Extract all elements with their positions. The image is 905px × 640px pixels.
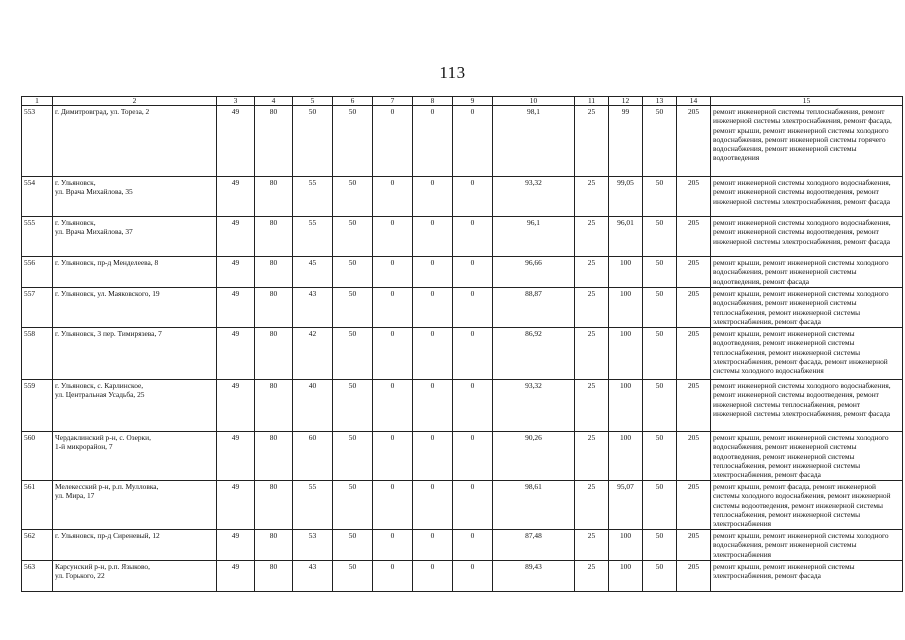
- col-9: 0: [453, 530, 493, 561]
- col-8: 0: [413, 106, 453, 177]
- col-14: 205: [677, 432, 711, 481]
- col-11: 25: [575, 561, 609, 592]
- col-14: 205: [677, 380, 711, 432]
- col-7: 0: [373, 530, 413, 561]
- col-13: 50: [643, 380, 677, 432]
- col-5: 53: [293, 530, 333, 561]
- row-number: 554: [22, 177, 53, 217]
- col-10: 87,48: [493, 530, 575, 561]
- col-13: 50: [643, 177, 677, 217]
- col-12: 99,05: [609, 177, 643, 217]
- col-10: 96,66: [493, 257, 575, 288]
- col-8: 0: [413, 328, 453, 380]
- row-number: 563: [22, 561, 53, 592]
- table-row: [22, 432, 903, 481]
- row-number: 555: [22, 217, 53, 257]
- row-number: 561: [22, 481, 53, 530]
- column-header: 1: [22, 97, 53, 106]
- col-7: 0: [373, 481, 413, 530]
- col-14: 205: [677, 288, 711, 328]
- works-list: ремонт крыши, ремонт фасада, ремонт инженерной системы холодного водоснабжения, ремонт инженерной системы водоотведения, ремонт инженерной системы теплоснабжения, ремонт инженерной системы электроснабжения: [711, 481, 903, 530]
- col-7: 0: [373, 380, 413, 432]
- col-3: 49: [217, 380, 255, 432]
- col-13: 50: [643, 288, 677, 328]
- col-3: 49: [217, 328, 255, 380]
- col-11: 25: [575, 257, 609, 288]
- column-header: 7: [373, 97, 413, 106]
- col-3: 49: [217, 288, 255, 328]
- address: г. Ульяновск, 3 пер. Тимирязева, 7: [53, 328, 217, 380]
- col-6: 50: [333, 530, 373, 561]
- col-9: 0: [453, 217, 493, 257]
- works-list: ремонт инженерной системы теплоснабжения, ремонт инженерной системы электроснабжения, ремонт фасада, ремонт крыши, ремонт инженерной системы холодного водоснабжения, ремонт инженерной системы горячего водоснабжения, ремонт инженерной системы водоотведения: [711, 106, 903, 177]
- col-7: 0: [373, 561, 413, 592]
- col-12: 100: [609, 288, 643, 328]
- works-list: ремонт крыши, ремонт инженерной системы водоотведения, ремонт инженерной системы теплоснабжения, ремонт инженерной системы электроснабжения, ремонт фасада, ремонт инженерной системы холодного водоснабжения: [711, 328, 903, 380]
- col-8: 0: [413, 288, 453, 328]
- col-5: 55: [293, 481, 333, 530]
- col-4: 80: [255, 217, 293, 257]
- address: г. Ульяновск, ул. Врача Михайлова, 37: [53, 217, 217, 257]
- col-10: 98,61: [493, 481, 575, 530]
- row-number: 558: [22, 328, 53, 380]
- col-11: 25: [575, 481, 609, 530]
- col-7: 0: [373, 288, 413, 328]
- works-list: ремонт инженерной системы холодного водоснабжения, ремонт инженерной системы водоотведения, ремонт инженерной системы электроснабжения, ремонт фасада: [711, 217, 903, 257]
- col-12: 100: [609, 257, 643, 288]
- col-12: 100: [609, 530, 643, 561]
- col-8: 0: [413, 481, 453, 530]
- row-number: 553: [22, 106, 53, 177]
- col-12: 95,07: [609, 481, 643, 530]
- address: Чердаклинский р-н, с. Озерки, 1-й микрорайон, 7: [53, 432, 217, 481]
- col-12: 99: [609, 106, 643, 177]
- col-12: 100: [609, 328, 643, 380]
- works-list: ремонт крыши, ремонт инженерной системы электроснабжения, ремонт фасада: [711, 561, 903, 592]
- col-10: 89,43: [493, 561, 575, 592]
- col-3: 49: [217, 106, 255, 177]
- table-row: [22, 328, 903, 380]
- column-header: 3: [217, 97, 255, 106]
- col-8: 0: [413, 561, 453, 592]
- col-13: 50: [643, 257, 677, 288]
- address: Мелекесский р-н, р.п. Мулловка, ул. Мира, 17: [53, 481, 217, 530]
- col-9: 0: [453, 257, 493, 288]
- col-13: 50: [643, 432, 677, 481]
- col-14: 205: [677, 481, 711, 530]
- column-header: 6: [333, 97, 373, 106]
- col-11: 25: [575, 380, 609, 432]
- col-4: 80: [255, 328, 293, 380]
- col-14: 205: [677, 177, 711, 217]
- col-13: 50: [643, 328, 677, 380]
- col-7: 0: [373, 432, 413, 481]
- col-9: 0: [453, 106, 493, 177]
- col-10: 96,1: [493, 217, 575, 257]
- col-3: 49: [217, 481, 255, 530]
- table-row: [22, 106, 903, 177]
- col-7: 0: [373, 328, 413, 380]
- col-13: 50: [643, 530, 677, 561]
- table-row: [22, 257, 903, 288]
- works-list: ремонт крыши, ремонт инженерной системы холодного водоснабжения, ремонт инженерной системы водоотведения, ремонт инженерной системы теплоснабжения, ремонт инженерной системы электроснабжения, ремонт фасада: [711, 432, 903, 481]
- repair-program-table: [21, 96, 903, 592]
- col-10: 88,87: [493, 288, 575, 328]
- row-number: 556: [22, 257, 53, 288]
- col-9: 0: [453, 177, 493, 217]
- col-4: 80: [255, 432, 293, 481]
- col-8: 0: [413, 177, 453, 217]
- column-header: 15: [711, 97, 903, 106]
- column-header: 12: [609, 97, 643, 106]
- column-header: 5: [293, 97, 333, 106]
- col-5: 43: [293, 561, 333, 592]
- col-11: 25: [575, 217, 609, 257]
- col-7: 0: [373, 106, 413, 177]
- col-5: 42: [293, 328, 333, 380]
- col-8: 0: [413, 217, 453, 257]
- table-row: [22, 217, 903, 257]
- col-9: 0: [453, 380, 493, 432]
- address: г. Ульяновск, ул. Врача Михайлова, 35: [53, 177, 217, 217]
- col-5: 55: [293, 217, 333, 257]
- works-list: ремонт крыши, ремонт инженерной системы холодного водоснабжения, ремонт инженерной системы водоотведения, ремонт фасада: [711, 257, 903, 288]
- table-row: [22, 561, 903, 592]
- column-header: 10: [493, 97, 575, 106]
- column-header: 2: [53, 97, 217, 106]
- column-header: 4: [255, 97, 293, 106]
- col-10: 93,32: [493, 380, 575, 432]
- col-6: 50: [333, 561, 373, 592]
- address: г. Ульяновск, пр-д Сиреневый, 12: [53, 530, 217, 561]
- col-4: 80: [255, 106, 293, 177]
- col-4: 80: [255, 481, 293, 530]
- address: г. Ульяновск, ул. Маяковского, 19: [53, 288, 217, 328]
- address: Карсунский р-н, р.п. Языково, ул. Горького, 22: [53, 561, 217, 592]
- col-12: 100: [609, 561, 643, 592]
- col-4: 80: [255, 530, 293, 561]
- row-number: 560: [22, 432, 53, 481]
- col-6: 50: [333, 432, 373, 481]
- col-9: 0: [453, 561, 493, 592]
- col-5: 43: [293, 288, 333, 328]
- works-list: ремонт крыши, ремонт инженерной системы холодного водоснабжения, ремонт инженерной системы электроснабжения: [711, 530, 903, 561]
- table-row: [22, 380, 903, 432]
- col-8: 0: [413, 530, 453, 561]
- address: г. Ульяновск, с. Карлинское, ул. Центральная Усадьба, 25: [53, 380, 217, 432]
- col-3: 49: [217, 530, 255, 561]
- col-5: 45: [293, 257, 333, 288]
- col-8: 0: [413, 257, 453, 288]
- col-8: 0: [413, 432, 453, 481]
- col-12: 100: [609, 432, 643, 481]
- col-14: 205: [677, 328, 711, 380]
- row-number: 557: [22, 288, 53, 328]
- col-6: 50: [333, 217, 373, 257]
- col-14: 205: [677, 561, 711, 592]
- col-6: 50: [333, 177, 373, 217]
- col-11: 25: [575, 530, 609, 561]
- col-5: 60: [293, 432, 333, 481]
- col-4: 80: [255, 288, 293, 328]
- col-3: 49: [217, 217, 255, 257]
- address: г. Димитровград, ул. Тореза, 2: [53, 106, 217, 177]
- page-number: 113: [439, 63, 466, 82]
- col-10: 93,32: [493, 177, 575, 217]
- col-5: 50: [293, 106, 333, 177]
- col-14: 205: [677, 530, 711, 561]
- row-number: 562: [22, 530, 53, 561]
- col-13: 50: [643, 217, 677, 257]
- col-10: 86,92: [493, 328, 575, 380]
- col-9: 0: [453, 432, 493, 481]
- col-14: 205: [677, 217, 711, 257]
- col-12: 96,01: [609, 217, 643, 257]
- col-4: 80: [255, 561, 293, 592]
- col-14: 205: [677, 257, 711, 288]
- col-5: 40: [293, 380, 333, 432]
- col-12: 100: [609, 380, 643, 432]
- col-6: 50: [333, 106, 373, 177]
- col-11: 25: [575, 288, 609, 328]
- col-11: 25: [575, 177, 609, 217]
- column-header: 13: [643, 97, 677, 106]
- col-3: 49: [217, 257, 255, 288]
- col-7: 0: [373, 177, 413, 217]
- address: г. Ульяновск, пр-д Менделеева, 8: [53, 257, 217, 288]
- col-6: 50: [333, 328, 373, 380]
- col-9: 0: [453, 288, 493, 328]
- col-6: 50: [333, 288, 373, 328]
- table-row: [22, 288, 903, 328]
- col-6: 50: [333, 380, 373, 432]
- column-header: 9: [453, 97, 493, 106]
- table-row: [22, 530, 903, 561]
- table-row: [22, 177, 903, 217]
- works-list: ремонт инженерной системы холодного водоснабжения, ремонт инженерной системы водоотведения, ремонт инженерной системы электроснабжения, ремонт фасада: [711, 177, 903, 217]
- col-7: 0: [373, 217, 413, 257]
- col-9: 0: [453, 328, 493, 380]
- col-8: 0: [413, 380, 453, 432]
- col-13: 50: [643, 481, 677, 530]
- col-3: 49: [217, 177, 255, 217]
- col-9: 0: [453, 481, 493, 530]
- col-3: 49: [217, 432, 255, 481]
- col-13: 50: [643, 561, 677, 592]
- col-5: 55: [293, 177, 333, 217]
- column-header: 8: [413, 97, 453, 106]
- col-6: 50: [333, 481, 373, 530]
- col-14: 205: [677, 106, 711, 177]
- col-13: 50: [643, 106, 677, 177]
- col-6: 50: [333, 257, 373, 288]
- col-4: 80: [255, 380, 293, 432]
- col-4: 80: [255, 257, 293, 288]
- column-number-row: [22, 97, 903, 106]
- row-number: 559: [22, 380, 53, 432]
- col-7: 0: [373, 257, 413, 288]
- works-list: ремонт инженерной системы холодного водоснабжения, ремонт инженерной системы водоотведения, ремонт инженерной системы теплоснабжения, ремонт инженерной системы электроснабжения, ремонт фасада: [711, 380, 903, 432]
- col-10: 98,1: [493, 106, 575, 177]
- col-3: 49: [217, 561, 255, 592]
- col-11: 25: [575, 106, 609, 177]
- col-11: 25: [575, 432, 609, 481]
- col-4: 80: [255, 177, 293, 217]
- col-10: 90,26: [493, 432, 575, 481]
- works-list: ремонт крыши, ремонт инженерной системы холодного водоснабжения, ремонт инженерной системы теплоснабжения, ремонт инженерной системы электроснабжения, ремонт фасада: [711, 288, 903, 328]
- column-header: 14: [677, 97, 711, 106]
- column-header: 11: [575, 97, 609, 106]
- table-row: [22, 481, 903, 530]
- col-11: 25: [575, 328, 609, 380]
